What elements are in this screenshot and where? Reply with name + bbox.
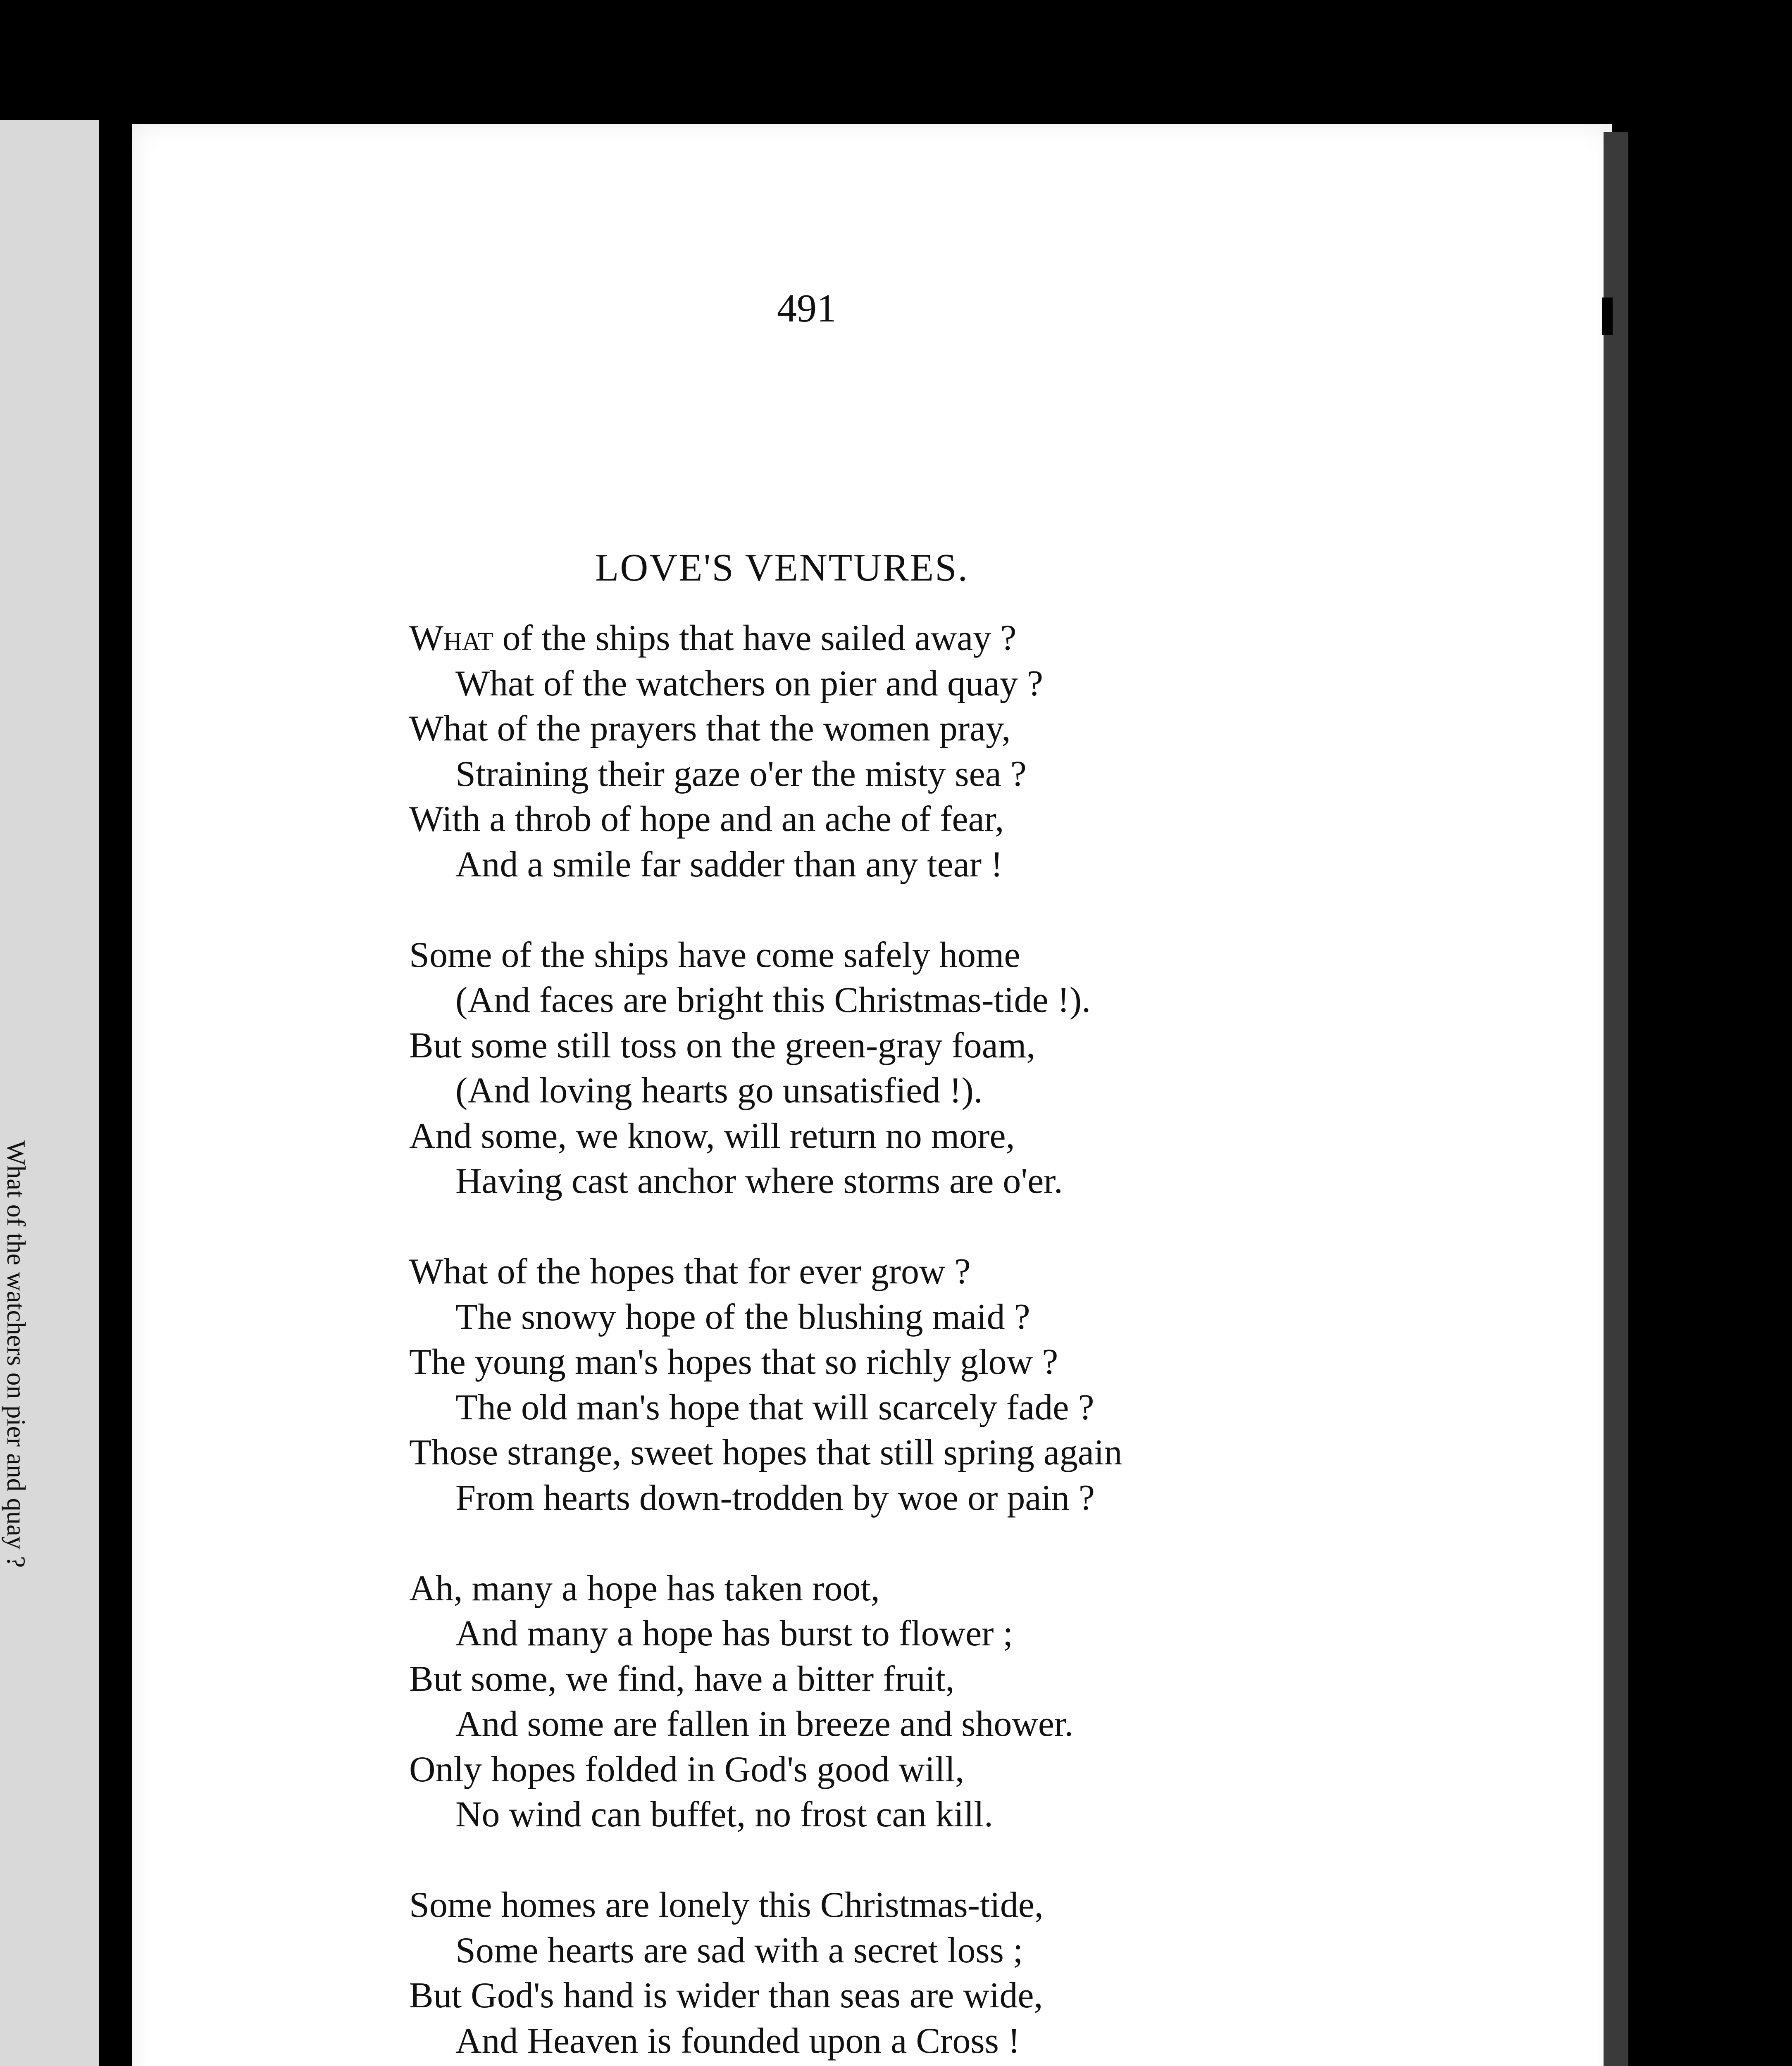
poem-line: [409, 616, 1525, 661]
poem-line-text: Ah, many a hope has taken root,: [409, 1568, 880, 1609]
poem-line: [409, 1566, 1525, 1611]
left-page-spine-text: What of the watchers on pier and quay ?: [2, 1140, 31, 1568]
poem-line-text: And many a hope has burst to flower ;: [455, 1614, 1013, 1654]
poem-line: [409, 1430, 1525, 1476]
poem-line-text: From hearts down-trodden by woe or pain ?: [455, 1478, 1095, 1518]
poem-line-text: What of the prayers that the women pray,: [409, 709, 1011, 749]
poem-line-text: of the ships that have sailed away ?: [493, 618, 1017, 658]
stanza: [409, 1249, 1525, 1521]
poem-line: [409, 752, 1525, 797]
poem-line: [409, 1973, 1525, 2018]
poem-line-text: With a throb of hope and an ache of fear,: [409, 799, 1004, 839]
poem-line-text: Those strange, sweet hopes that still spring again: [409, 1433, 1122, 1473]
poem-line: [409, 1747, 1525, 1792]
poem-line-text: The old man's hope that will scarcely fade ?: [455, 1387, 1094, 1428]
poem-line-text: And some are fallen in breeze and shower.: [455, 1704, 1074, 1744]
poem-line-text: (And loving hearts go unsatisfied !).: [455, 1071, 983, 1111]
poem-line-text: Straining their gaze o'er the misty sea ?: [455, 754, 1027, 794]
poem-line-text: Some hearts are sad with a secret loss ;: [455, 1930, 1023, 1971]
poem-line: [409, 2064, 1525, 2066]
poem-body: [409, 616, 1525, 2066]
poem-line: [409, 1340, 1525, 1385]
poem-line-text: No wind can buffet, no frost can kill.: [455, 1795, 993, 1835]
stanza: [409, 1883, 1525, 2066]
stanza: [409, 616, 1525, 887]
poem-line-lead: What: [409, 618, 493, 658]
poem-line-text: Having cast anchor where storms are o'er.: [455, 1161, 1063, 1201]
poem-line: [409, 1928, 1525, 1973]
poem-line: [409, 1295, 1525, 1340]
poem-line-text: (And faces are bright this Christmas-tide !).: [455, 980, 1091, 1020]
poem-line: [409, 1023, 1525, 1069]
poem-line-text: The snowy hope of the blushing maid ?: [455, 1297, 1030, 1337]
poem-line: [409, 978, 1525, 1023]
poem-line-text: Only hopes folded in God's good will,: [409, 1749, 965, 1790]
page-edge: [1604, 132, 1628, 2066]
poem-line: [409, 1702, 1525, 1747]
page-number: 491: [777, 286, 836, 330]
poem-line-text: Some of the ships have come safely home: [409, 935, 1020, 975]
poem-line: [409, 1159, 1525, 1204]
poem-line: [409, 1385, 1525, 1430]
poem-line-text: And a smile far sadder than any tear !: [455, 844, 1003, 885]
poem-line: [409, 661, 1525, 707]
poem-line-text: And Heaven is founded upon a Cross !: [455, 2021, 1020, 2061]
poem-line: [409, 1249, 1525, 1295]
poem-line: [409, 1476, 1525, 1521]
poem-line-text: But some still toss on the green-gray foam,: [409, 1025, 1036, 1066]
left-facing-page: [0, 120, 99, 2066]
poem-line-text: But God's hand is wider than seas are wide,: [409, 1976, 1043, 2016]
poem-line: [409, 706, 1525, 752]
poem-line: [409, 1611, 1525, 1657]
poem-title: LOVE'S VENTURES.: [595, 546, 969, 589]
page-edge-mark: [1602, 298, 1613, 335]
stanza: [409, 933, 1525, 1204]
poem-line: [409, 1114, 1525, 1159]
poem-line-text: The young man's hopes that so richly glow ?: [409, 1342, 1058, 1382]
poem-line: [409, 2018, 1525, 2064]
poem-line: [409, 1657, 1525, 1702]
poem-line-text: But some, we find, have a bitter fruit,: [409, 1659, 955, 1699]
poem-line: [409, 933, 1525, 978]
poem-line-text: What of the watchers on pier and quay ?: [455, 663, 1044, 704]
poem-line: [409, 842, 1525, 888]
poem-line: [409, 1792, 1525, 1838]
poem-line-text: What of the hopes that for ever grow ?: [409, 1252, 971, 1292]
poem-line: [409, 1068, 1525, 1114]
poem-line: [409, 797, 1525, 842]
poem-line: [409, 1883, 1525, 1928]
poem-line-text: Some homes are lonely this Christmas-tide,: [409, 1885, 1044, 1925]
stanza: [409, 1566, 1525, 1838]
poem-line-text: And some, we know, will return no more,: [409, 1116, 1015, 1156]
